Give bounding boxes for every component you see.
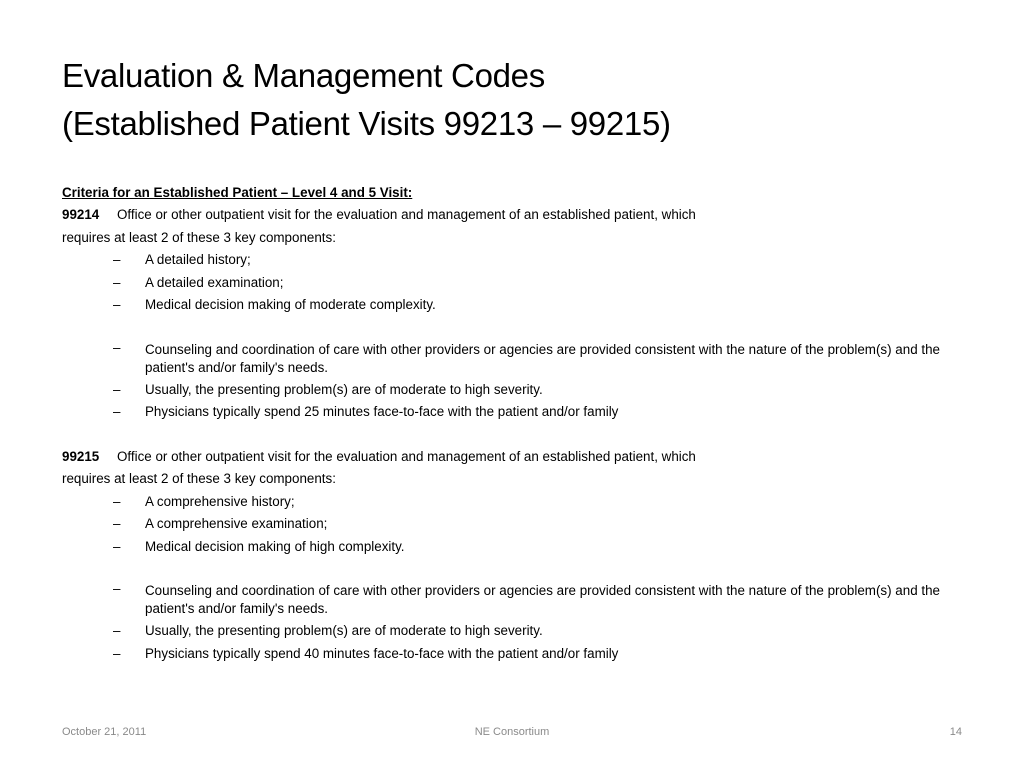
code-label: 99215: [62, 449, 100, 465]
footer-page-number: 14: [949, 726, 962, 738]
list-item: [62, 379, 962, 401]
dash-bullet: –: [113, 252, 121, 268]
slide-title-line-2: (Established Patient Visits 99213 – 99215): [62, 105, 671, 142]
dash-bullet: –: [113, 381, 121, 397]
list-item: [62, 643, 962, 665]
list-item: [62, 339, 962, 379]
list-item: [62, 249, 962, 271]
code-99215-line: [62, 446, 962, 468]
slide-body: [62, 182, 962, 665]
key-components-list: [62, 491, 962, 558]
key-components-list: [62, 249, 962, 316]
notes-list: [62, 339, 962, 424]
dash-bullet: –: [113, 645, 121, 661]
notes-list: [62, 580, 962, 665]
list-item-text: A comprehensive examination;: [145, 516, 328, 532]
list-item-text: Medical decision making of high complexity.: [145, 538, 405, 554]
code-description: Office or other outpatient visit for the evaluation and management of an established patient, which: [117, 449, 696, 465]
list-item-text: Counseling and coordination of care with other providers or agencies are provided consistent with the nature of the problem(s) and the patient's and/or family's needs.: [145, 341, 940, 375]
list-item-text: Physicians typically spend 25 minutes face-to-face with the patient and/or family: [145, 404, 619, 420]
list-item: [62, 401, 962, 423]
dash-bullet: –: [113, 538, 121, 554]
dash-bullet: –: [113, 493, 121, 509]
list-item-text: A detailed history;: [145, 252, 251, 268]
requirements-text: requires at least 2 of these 3 key components:: [62, 471, 336, 487]
spacer: [62, 316, 962, 338]
footer-date: October 21, 2011: [62, 726, 147, 738]
code-label: 99214: [62, 207, 100, 223]
list-item-text: A comprehensive history;: [145, 493, 295, 509]
spacer: [62, 424, 962, 446]
slide-title: [62, 52, 982, 148]
list-item: [62, 272, 962, 294]
list-item: [62, 620, 962, 642]
list-item-text: Physicians typically spend 40 minutes face-to-face with the patient and/or family: [145, 645, 619, 661]
list-item-text: Usually, the presenting problem(s) are of moderate to high severity.: [145, 623, 543, 639]
criteria-heading: Criteria for an Established Patient – Level 4 and 5 Visit:: [62, 185, 413, 200]
list-item-text: A detailed examination;: [145, 274, 284, 290]
list-item: [62, 580, 962, 620]
code-description: Office or other outpatient visit for the evaluation and management of an established patient, which: [117, 207, 696, 223]
dash-bullet: –: [113, 339, 121, 355]
list-item-text: Counseling and coordination of care with other providers or agencies are provided consistent with the nature of the problem(s) and the patient's and/or family's needs.: [145, 583, 940, 617]
requirements-text: requires at least 2 of these 3 key components:: [62, 229, 336, 245]
dash-bullet: –: [113, 581, 121, 597]
footer-organization: NE Consortium: [474, 726, 550, 738]
dash-bullet: –: [113, 623, 121, 639]
spacer: [62, 558, 962, 580]
dash-bullet: –: [113, 404, 121, 420]
dash-bullet: –: [113, 274, 121, 290]
dash-bullet: –: [113, 297, 121, 313]
code-99214-line: [62, 204, 962, 226]
list-item-text: Usually, the presenting problem(s) are of moderate to high severity.: [145, 381, 543, 397]
list-item: [62, 491, 962, 513]
list-item-text: Medical decision making of moderate complexity.: [145, 297, 436, 313]
slide-title-line-1: Evaluation & Management Codes: [62, 57, 545, 94]
dash-bullet: –: [113, 516, 121, 532]
list-item: [62, 513, 962, 535]
list-item: [62, 536, 962, 558]
list-item: [62, 294, 962, 316]
